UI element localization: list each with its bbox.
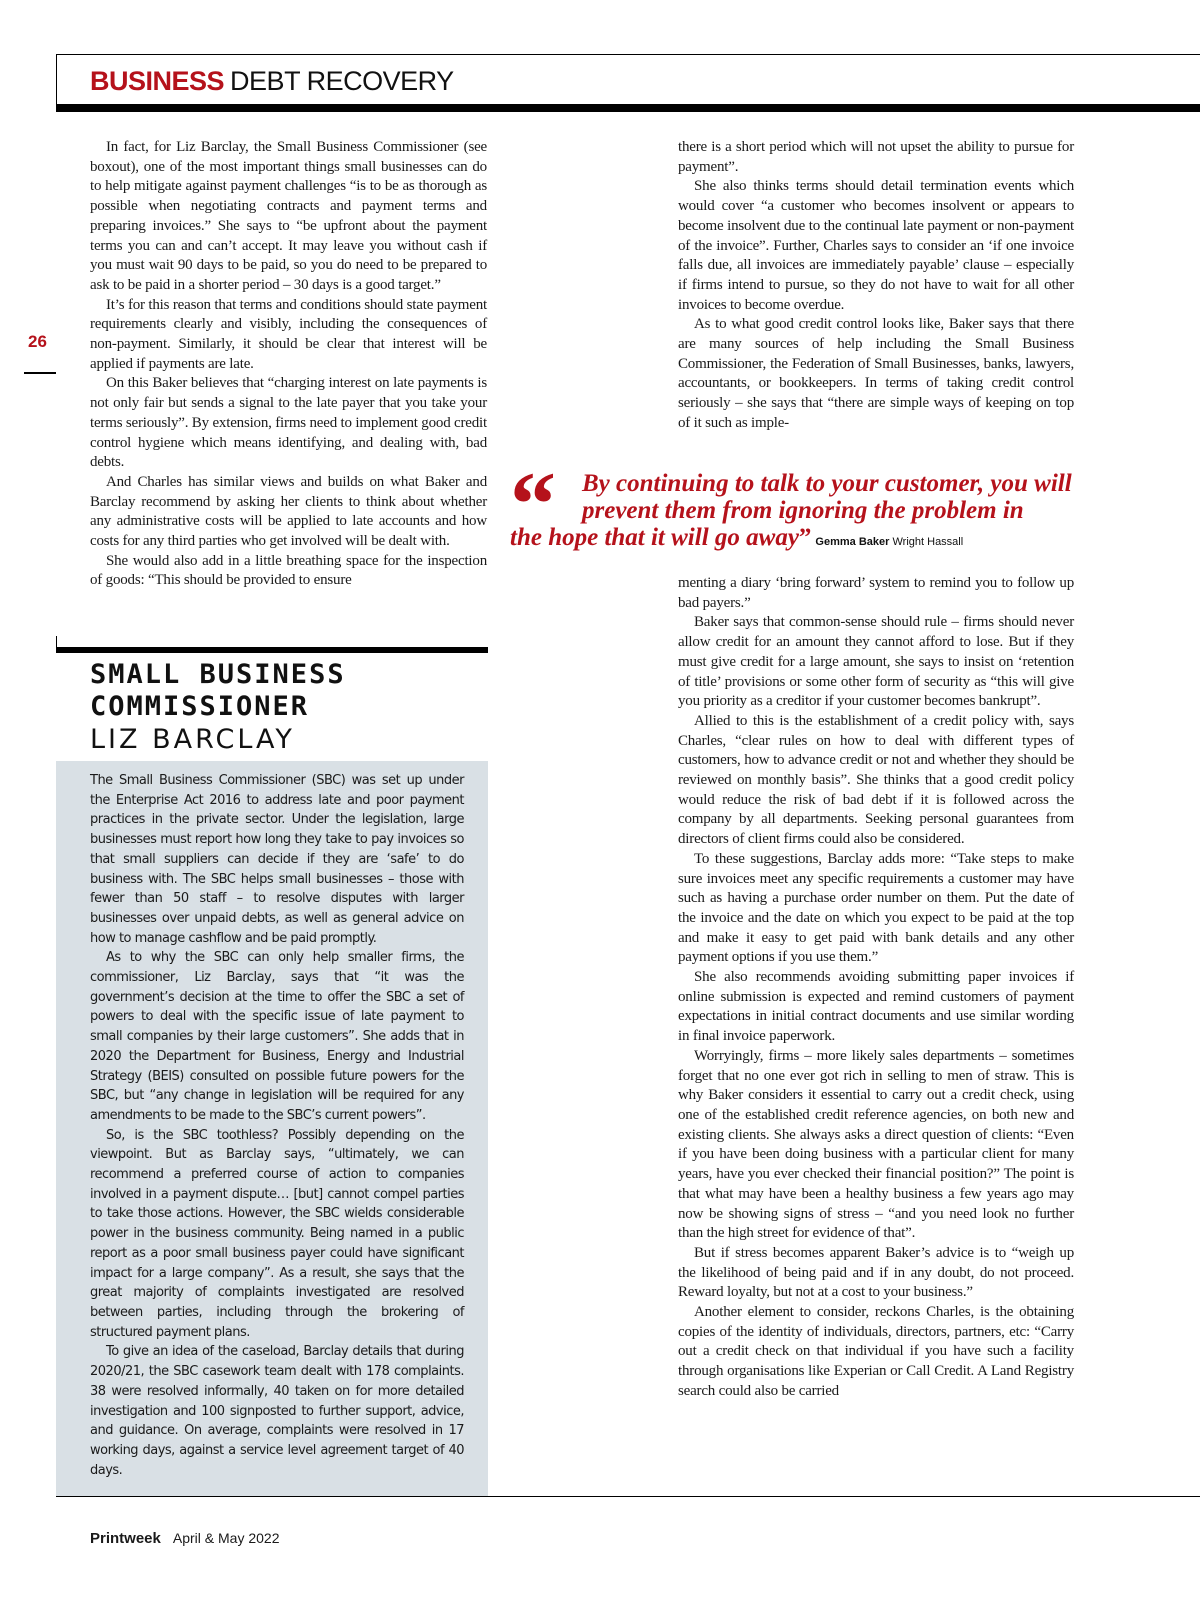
boxout-heading: [56, 653, 488, 761]
section-label: BUSINESS: [90, 66, 225, 96]
boxout-title-line-2: COMMISSIONER: [90, 691, 310, 722]
page-footer: [90, 1530, 279, 1547]
open-quote-icon: “: [510, 453, 556, 555]
boxout-title-line-1: SMALL BUSINESS: [90, 659, 346, 690]
section-header: [90, 66, 454, 97]
boxout-paragraph: So, is the SBC toothless? Possibly depending on the viewpoint. But as Barclay says, “ultimately, we can recommend a preferred course of action to companies involved in a payment dispute… [but] cannot compel parties to take those actions. However, the SBC wields considerable power in the business community. Being named in a public report as a poor small business payer could have significant impact for a large company”. As a result, she says that the great majority of complaints investigated are resolved between parties, including through the brokering of structured payment plans.: [90, 1127, 464, 1340]
subsection-label: DEBT RECOVERY: [230, 66, 454, 96]
pull-quote-text: By continuing to talk to your customer, you will prevent them from ignoring the problem in: [582, 470, 1072, 524]
paragraph: To these suggestions, Barclay adds more: “Take steps to make sure invoices meet any specific requirements a customer may have such as having a purchase order number on them. Put the date of the invoice and the date on which you expect to be paid at the top and make it easy to get paid with bank details and any other payment options if you use them.”: [678, 850, 1074, 966]
quote-company: Wright Hassall: [892, 536, 964, 548]
paragraph: In fact, for Liz Barclay, the Small Business Commissioner (see boxout), one of the most important things small businesses can do to help mitigate against payment challenges “is to be as thorough as possible when negotiating contracts and payment terms and preparing invoices.” She says to “be upfront about the payment terms you can and can’t accept. It may leave you without cash if you must wait 90 days to be paid, so you do need to be prepared to ask to be paid in a shorter period – 30 days is a good target.”: [90, 139, 487, 293]
header-bar: [56, 104, 1200, 112]
paragraph: On this Baker believes that “charging interest on late payments is not only fair but sends a signal to the late payer that you take your terms seriously”. By extension, firms need to implement good credit control hygiene which means identifying, and dealing with, bad debts.: [90, 375, 487, 471]
paragraph: It’s for this reason that terms and conditions should state payment requirements clearly and visibly, including the consequences of non-payment. Similarly, it should be clear that interest will be applied if payments are late.: [90, 296, 487, 372]
magazine-name: Printweek: [90, 1530, 161, 1547]
paragraph: She also recommends avoiding submitting paper invoices if online submission is expected and remind customers of payment expectations in initial contract documents and use similar wording in final invoice paperwork.: [678, 969, 1074, 1045]
boxout-paragraph: To give an idea of the caseload, Barclay details that during 2020/21, the SBC casework team dealt with 178 complaints. 38 were resolved informally, 40 taken on for more detailed investigation and 100 signposted to further support, advice, and guidance. On average, complaints were resolved in 17 working days, against a service level agreement target of 40 days.: [90, 1344, 464, 1478]
article-column-2-top: [678, 138, 1074, 434]
pull-quote: [510, 453, 1080, 556]
paragraph: menting a diary ‘bring forward’ system to remind you to follow up bad payers.”: [678, 575, 1074, 611]
boxout-paragraph: As to why the SBC can only help smaller firms, the commissioner, Liz Barclay, says that “it was the government’s decision at the time to offer the SBC a set of powers to deal with the specific issue of late payment to small companies by their large customers”. She adds that in 2020 the Department for Business, Energy and Industrial Strategy (BEIS) consulted on possible future powers for the SBC, but “any change in legislation will be required for any amendments to be made to the SBC’s current powers”.: [90, 950, 464, 1123]
quote-author: Gemma Baker: [815, 536, 890, 548]
boxout-name: LIZ BARCLAY: [90, 724, 295, 755]
page-number: 26: [28, 332, 47, 351]
paragraph: She also thinks terms should detail termination events which would cover “a customer who becomes insolvent or appears to become insolvent due to the continual late payment or non-payment of the invoice”. Further, Charles says to consider an ‘if one invoice falls due, all invoices are immediately payable’ clause – especially if firms intend to pursue, so they do not have to wait for all other invoices to become overdue.: [678, 178, 1074, 313]
boxout-paragraph: The Small Business Commissioner (SBC) was set up under the Enterprise Act 2016 to address late and poor payment practices in the private sector. Under the legislation, large businesses must report how long they take to pay invoices so that small suppliers can decide if they are ‘safe’ to do business with. The SBC helps small businesses – those with fewer than 50 staff – to resolve disputes with larger businesses over unpaid debts, as well as general advice on how to manage cashflow and be paid promptly.: [90, 773, 464, 946]
close-quote-mark: ”: [798, 524, 812, 551]
pull-quote-text-end: the hope that it will go away: [510, 524, 799, 551]
paragraph: there is a short period which will not upset the ability to pursue for payment”.: [678, 139, 1074, 175]
article-column-1: [90, 138, 487, 591]
issue-date: April & May 2022: [172, 1530, 280, 1546]
paragraph: She would also add in a little breathing space for the inspection of goods: “This should be provided to ensure: [90, 552, 487, 589]
paragraph: Another element to consider, reckons Charles, is the obtaining copies of the identity of individuals, directors, partners, etc: “Carry out a credit check on that individual if you have such a facility through organisations like Experian or Call Credit. A Land Registry search could also be carried: [678, 1304, 1074, 1399]
paragraph: But if stress becomes apparent Baker’s advice is to “weigh up the likelihood of being paid and if in any doubt, do not proceed. Reward loyalty, but not at a cost to your business.”: [678, 1244, 1074, 1301]
paragraph: And Charles has similar views and builds on what Baker and Barclay recommend by asking her clients to think about whether any administrative costs will be applied to late accounts and how costs for any third parties who get involved will be dealt with.: [90, 473, 487, 550]
header-left-rule: [56, 54, 57, 104]
page-number-rule: [24, 372, 56, 374]
footer-rule: [56, 1496, 1200, 1497]
paragraph: Baker says that common-sense should rule – firms should never allow credit for an amount they cannot afford to lose. But if they must give credit for a large amount, she says to insist on ‘retention of title’ provisions or some other form of security as “this will give you priority as a creditor if your customer becomes bankrupt”.: [678, 614, 1074, 710]
paragraph: As to what good credit control looks like, Baker says that there are many sources of help including the Small Business Commissioner, the Federation of Small Businesses, banks, lawyers, accountants, or bookkeepers. In terms of taking credit control seriously – she says that “there are simple ways of keeping on top of it such as imple-: [678, 316, 1074, 431]
pull-quote-attribution: [815, 536, 963, 548]
boxout-body: [56, 761, 488, 1496]
paragraph: Worryingly, firms – more likely sales departments – sometimes forget that no one ever got rich in selling to men of straw. This is why Baker considers it essential to carry out a credit check, using one of the established credit reference agencies, on both new and existing clients. She always asks a direct question of clients: “Even if you have been doing business with a particular client for many years, have you ever checked their financial position?” The point is that what may have been a healthy business a few years ago may now be showing signs of stress – “and you need look no further than the high street for evidence of that”.: [678, 1047, 1074, 1242]
paragraph: Allied to this is the establishment of a credit policy with, says Charles, “clear rules on how to deal with different types of customers, how to advance credit or not and whether they should be reviewed on monthly basis”. She thinks that a good credit policy would reduce the risk of bad debt if it is followed across the company by all departments. Seeking personal guarantees from directors of client firms could also be considered.: [678, 712, 1074, 848]
header-top-rule: [56, 54, 1200, 55]
article-column-2-bottom: [678, 574, 1074, 1402]
